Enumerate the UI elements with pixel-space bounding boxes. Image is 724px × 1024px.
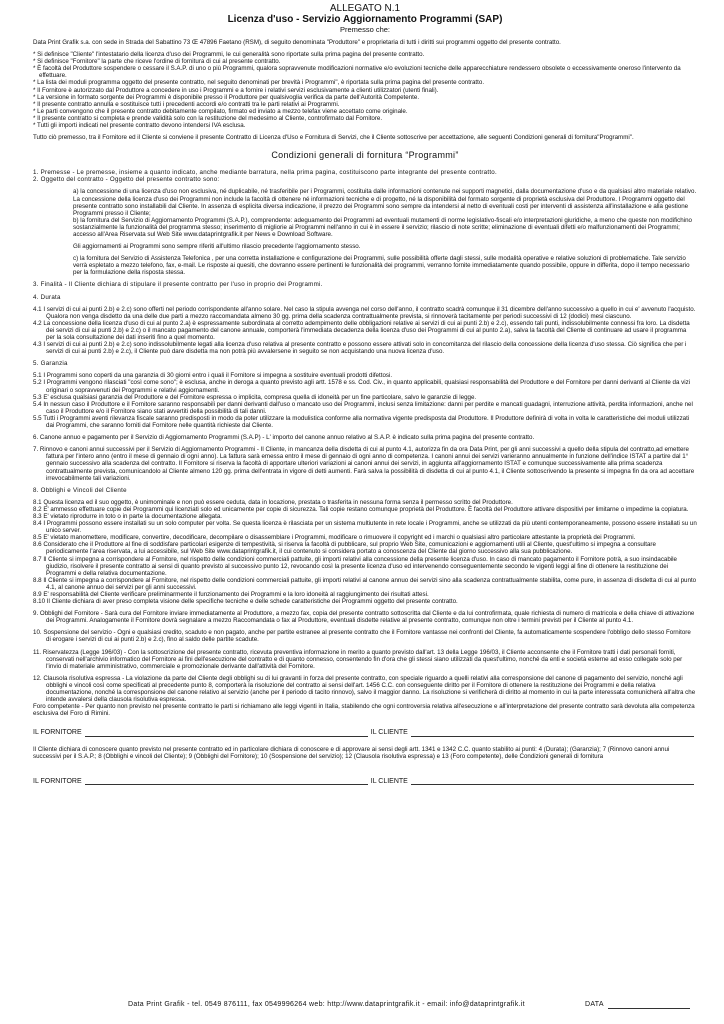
obligation-item: 8.6 Considerato che il Produttore al fine di soddisfare particolari esigenze di tempestività, si riserva la facoltà di pubblicare, sul proprio Web Site, comunicazioni e aggiornamenti utili al Cliente, quest'ultimo si impegna a consultare periodicamente l'area riservata, a lui accessibile, sul Web Site www.dataprintgrafik.it, il cui contenuto si considera portato a conoscenza del Cliente dal giorno successivo alla sua pubblicazione. bbox=[33, 541, 656, 556]
document-title: Licenza d'uso - Servizio Aggiornamento Programmi (SAP) bbox=[227, 14, 503, 25]
conditions-title: Condizioni generali di fornitura “Programmi” bbox=[271, 150, 459, 161]
contract-document bbox=[33, 3, 697, 785]
signature-row-2 bbox=[33, 778, 697, 785]
section-foro: Foro competente - Per quanto non previsto nel presente contratto le parti si richiamano alle leggi vigenti in Italia, stabilendo che ogni controversia relativa all'esecuzione e all'interpretazione del presente contratto sarà devoluta alla competenza esclusiva del Foro di Rimini. bbox=[33, 703, 695, 718]
fornitore-signature-label: IL FORNITORE bbox=[33, 777, 82, 785]
cliente-signature-line[interactable] bbox=[411, 730, 694, 737]
obligation-item: 8.4 I Programmi possono essere installati su un solo computer per volta. Se questa licenza è rilasciata per un sistema multiutente in rete locale i Programmi, anche se utilizzati da più utenti contemporaneamente, possono essere installati su un unico server. bbox=[33, 520, 697, 535]
signature-row-1 bbox=[33, 729, 697, 736]
date-field-line[interactable] bbox=[608, 1008, 690, 1009]
section-garanzia-5-5: 5.5 Tutti i Programmi aventi rilevanza fiscale saranno predisposti in modo da poter utilizzare la modulistica conforme alla normativa vigente predisposta dal Produttore. Il Produttore definirà di volta in volta le caratteristiche dei moduli utilizzati dai Programmi, che saranno forniti dal Fornitore nelle quantità richieste dal Cliente. bbox=[33, 414, 690, 430]
fornitore-signature-line[interactable] bbox=[85, 778, 368, 785]
section-clausola-risolutiva: 12. Clausola risolutiva espressa - La violazione da parte del Cliente degli obblighi su di lui gravanti in forza del presente contratto, con speciale riguardo a quelli relativi alla corresponsione del canone di pagamento del servizio, nonché agli obblighi e vincoli così come specificati al precedente punto 8, comporterà la risoluzione del contratto ai sensi dell'art. 1456 C.C. con conseguente diritto per il Fornitore di ottenere la restituzione dei Programmi e della relativa documentazione, nonché la corresponsione del canone relativo al servizio (anche per il periodo di tacito rinnovo), salvo il maggior danno. La risoluzione si verificherà di diritto al momento in cui la parte interessata comunicherà all'altra che intende avvalersi della clausola risolutiva espressa. bbox=[33, 674, 696, 704]
obligation-item: 8.1 Questa licenza ed il suo oggetto, è unimominale e non può essere ceduta, data in locazione, prestata o trasferita in nessuna forma senza il permesso scritto del Produttore. bbox=[33, 498, 513, 506]
premise-label: Premesso che: bbox=[339, 25, 391, 34]
obligation-item: 8.8 Il Cliente si impegna a corrispondere al Fornitore, nel rispetto delle condizioni commerciali pattuite, gli importi relativi al canone annuo dei servizi sino alla scadenza contrattualmente stabilita, come pure, in assenza di disdetta di cui al punto 4.1, al canone annuo dei servizi per gli anni successivi. bbox=[33, 576, 697, 591]
section-oggetto: 2. Oggetto del contratto - Oggetto del presente contratto sono: bbox=[33, 176, 220, 184]
date-label: DATA bbox=[585, 1001, 604, 1008]
definition-item: * La versione in formato sorgente dei Programmi è disponibile presso il Produttore per qualsivoglia verifica da parte dell'Autorità Competente. bbox=[33, 93, 420, 101]
definition-item: * Le parti convengono che il presente contratto debitamente compilato, firmato ed inviato a mezzo telefax viene accettato come originale. bbox=[33, 107, 408, 115]
definition-item: * Il Fornitore è autorizzato dal Produttore a concedere in uso i Programmi e a fornire i relativi servizi esclusivamente a clienti utilizzatori (utenti finali). bbox=[33, 86, 439, 94]
cliente-signature-label: IL CLIENTE bbox=[370, 729, 408, 737]
document-header bbox=[33, 3, 697, 34]
fornitore-signature-label: IL FORNITORE bbox=[33, 729, 82, 737]
obligation-item: 8.2 E' ammesso effettuare copie dei Programmi qui licenziati solo ed unicamente per copie di sicurezza. Tali copie restano comunque proprietà del Produttore. È facoltà del Produttore attivare dispositivi per limitarne o impedirne la copiatura. bbox=[33, 505, 689, 513]
section-premesse: 1. Premesse - Le premesse, insieme a quanto indicato, anche mediante barratura, nella prima pagina, costituiscono parte integrante del presente contratto. bbox=[33, 169, 497, 177]
section-garanzia-5-3: 5.3 E' esclusa qualsiasi garanzia del Produttore e del Fornitore espressa o implicita, compresa quella di idoneità per un fine particolare, salvo le garanzie di legge. bbox=[33, 393, 477, 401]
section-oggetto-a: a) la concessione di una licenza d'uso non esclusiva, né duplicabile, né trasferibile per i Programmi, costituita dalle informazioni contenute nei supporti magnetici, dalla documentazione d'uso e da qualsiasi altro materiale relativo. La concessione della licenza d'uso dei Programmi non include la facoltà di ottenere né informazioni tecniche e di progetto, né la disponibilità del formato sorgente di proprietà esclusiva del Produttore. I Programmi oggetto del presente contratto sono installabili dal Cliente. In assenza di esplicita diversa indicazione, il prezzo dei Programmi sono sempre da intendersi al netto di eventuali costi per interventi di assistenza all'installazione e alla gestione Programmi presso il Cliente; bbox=[73, 188, 697, 217]
definition-item: * Si definisce "Fornitore" la parte che riceve l'ordine di fornitura di cui al presente contratto. bbox=[33, 58, 281, 66]
section-garanzia-5-2: 5.2 I Programmi vengono rilasciati "così come sono"; è esclusa, anche in deroga a quanto previsto agli artt. 1578 e ss. Cod. Civ., in quanto applicabili, qualsiasi responsabilità del Produttore e del Fornitore per danni derivanti al Cliente da vizi originari o sopravvenuti dei Programmi e relativi aggiornamenti. bbox=[33, 379, 691, 394]
section-rinnovo: 7. Rinnovo e canoni annui successivi per il Servizio di Aggiornamento Programmi - Il Cliente, in mancanza della disdetta di cui al punto 4.1, autorizza fin da ora Data Print, per gli anni successivi a quello della stipula del contratto,ad emettere fattura per l'intero anno (entro il mese di gennaio di ogni anno). La fattura sarà emessa entro il mese di gennaio di ogni anno di competenza. I canoni annui dei servizi varieranno annualmente in funzione dell'indice ISTAT a partire dal 1° gennaio successivo alla scadenza del contratto. Il Fornitore si riserva la facoltà di apportare ulteriori variazioni ai canoni annui dei servizi, in aggiunta all'aggiornamento ISTAT e comunque successivamente alla prima scadenza contrattualmente prevista, comunicandolo al Cliente almeno 120 gg. prima dell'entrata in vigore di detti aumenti. Farà salva la possibilità di disdetta di cui al punto 4.1, il Cliente sottoscrivendo la presente si impegna fin da ora ad accettare irrevocabilmente tali variazioni. bbox=[33, 446, 695, 482]
footer-contacts: Data Print Grafik - tel. 0549 876111, fax 0549996264 web: http://www.dataprintgrafik.it - email: info@dataprintgrafik.it bbox=[128, 1001, 525, 1008]
section-finalita: 3. Finalità - Il Cliente dichiara di stipulare il presente contratto per l'uso in proprio dei Programmi. bbox=[33, 281, 323, 289]
section-durata-4-1: 4.1 I servizi di cui ai punti 2.b) e 2.c) sono offerti nel periodo corrispondente all'anno solare. Nel caso la stipula avvenga nel corso dell'anno, il contratto scadrà comunque il 31 dicembre dell'anno successivo a quello in cui e' avvenuto l'acquisto. Qualora non venga disdetto da una delle due parti a mezzo raccomandata almeno 30 gg. prima della scadenza contrattualmente prevista, si rinnoverà tacitamente per periodi successivi di 12 (dodici) mesi ciascuno. bbox=[33, 305, 696, 320]
section-riservatezza: 11. Riservatezza (Legge 196/03) - Con la sottoscrizione del presente contratto, ricevuta preventiva informazione in merito a quanto previsto dall'art. 13 della Legge 196/03, il Cliente acconsente che il Fornitore tratti i dati personali forniti, conservati nell'archivio informatico del Fornitore ai fini dell'esecuzione del contratto e di quanto connesso, consentendo fin d'ora che gli stessi siano utilizzati da quest'ultimo, nonché da enti e società esterne ad esso collegate solo per l'invio di materiale amministrativo, commerciale e promozionale derivante dall'attività del Fornitore. bbox=[33, 648, 683, 670]
definition-item: * Il presente contratto annulla e sostituisce tutti i precedenti accordi e/o contratti tra le parti relativi ai Programmi. bbox=[33, 100, 340, 108]
definition-item: * La lista dei moduli programma oggetto del presente contratto, nel seguito denominati per brevità i Programmi", è riportata sulla prima pagina del presente contratto. bbox=[33, 79, 485, 87]
obblighi-cliente-list bbox=[33, 499, 697, 605]
obligation-item: 8.9 E' responsabilità del Cliente verificare preliminarmente il funzionamento dei Programmi e la loro idoneità al raggiungimento dei risultati attesi. bbox=[33, 591, 429, 598]
section-garanzia-5-1: 5.1 I Programmi sono coperti da una garanzia di 30 giorni entro i quali il Fornitore si impegna a sostituire eventuali prodotti difettosi. bbox=[33, 372, 393, 380]
definition-item: * È facoltà del Produttore sospendere o cessare il S.A.P. di uno o più Programmi, qualora sopravvenute modificazioni normative e/o evoluzioni tecniche delle apparecchiature rendessero obsolete o eccessivamente oneroso l'intervento da effettuare. bbox=[33, 65, 681, 80]
intro-paragraph: Data Print Grafik s.a. con sede in Strada del Sabattino 73 Œ 47896 Faetano (RSM), di seguito denominata "Produttore" e proprietaria di tutti i diritti sui programmi oggetto del presente contratto. bbox=[33, 39, 561, 46]
final-clause: Il Cliente dichiara di conoscere quanto previsto nel presente contratto ed in particolare dichiara di conoscere e di approvare ai sensi degli artt. 1341 e 1342 C.C. quanto stabilito ai punti: 4 (Durata); (Garanzia); 7 (Rinnovo canoni annui successivi per il S.A.P.; 8 (Obblighi e vincoli del Cliente); 9 (Obblighi del Fornitore); 10 (Sospensione del servizio); 12 (Clausola risolutiva espressa) e 13 (Foro competente), delle Condizioni generali di fornitura bbox=[33, 745, 670, 760]
obligation-item: 8.10 Il Cliente dichiara di aver preso completa visione delle specifiche tecniche e delle schede caratteristiche dei Programmi oggetto del presente contratto. bbox=[33, 598, 458, 606]
section-obblighi-fornitore: 9. Obblighi del Fornitore - Sarà cura del Fornitore inviare immediatamente al Produttore, a mezzo fax, copia del presente contratto sottoscritta dal Cliente e da lui controfirmata, quale richiesta di numero di matricola e della chiave di attivazione dei Programmi. Analogamente il Fornitore dovrà segnalare a mezzo Raccomandata o fax al Produttore, eventuali disdette relative al presente contratto, comunque non oltre i termini previsti per il Cliente al punto 4.1. bbox=[33, 610, 695, 625]
definitions-list bbox=[33, 51, 697, 129]
fornitore-signature-line[interactable] bbox=[85, 730, 368, 737]
obligation-item: 8.5 E' vietato manomettere, modificare, convertire, decodificare, decompilare o disassemblare i Programmi, modificare o rimuovere il copyright ed i marchi o qualsiasi altro particolare attestante la proprietà dei Programmi. bbox=[33, 534, 636, 542]
section-sospensione: 10. Sospensione del servizio - Ogni e qualsiasi credito, scaduto e non pagato, anche per partite estranee al presente contratto che il Fornitore vantasse nei confronti del Cliente, fa automaticamente sospendere l'obbligo dello stesso Fornitore di erogare i servizi di cui ai punti 2.b) e 2.c), fino al saldo delle partite scadute. bbox=[33, 629, 691, 644]
acceptance-paragraph: Tutto ciò premesso, tra il Fornitore ed il Cliente si conviene il presente Contratto di Licenza d'Uso e Fornitura di Servizi, che il Cliente sottoscrive per accettazione, alle seguenti Condizioni generali di fornitura"Programmi". bbox=[33, 134, 634, 142]
section-canone: 6. Canone annuo e pagamento per il Servizio di Aggiornamento Programmi (S.A.P) - L' importo del canone annuo relativo al S.A.P. è indicato sulla prima pagina del presente contratto. bbox=[33, 434, 535, 442]
obligation-item: 8.3 E' vietato riprodurre in toto o in parte la documentazione allegata. bbox=[33, 512, 222, 520]
definition-item: * Tutti gli importi indicati nel presente contratto devono intendersi IVA esclusa. bbox=[33, 122, 246, 130]
section-oggetto-note: Gli aggiornamenti ai Programmi sono sempre riferiti all'ultimo rilascio precedente l'aggiornamento stesso. bbox=[73, 243, 361, 251]
section-obblighi-cliente-heading: 8. Obblighi e Vincoli del Cliente bbox=[33, 486, 127, 494]
section-garanzia-heading: 5. Garanzia bbox=[33, 360, 68, 368]
section-oggetto-b: b) la fornitura del Servizio di Aggiornamento Programmi (S.A.P.), comprendente: adeguamento dei Programmi ad eventuali mutamenti di norme legislativo-fiscali e/o interpretazioni giuridiche, a meno che queste non modifichino sostanzialmente la funzionalità del programma stesso; inserimento di migliorie ai Programmi nell'anno in cui è in essere il servizio; rilascio di note scritte; eliminazione di eventuali difetti e/o malfunzionamenti dei Programmi; accesso all'Area Riservata sul Web Site www.dataprintgrafik.it per News e Download Software. bbox=[73, 216, 692, 238]
section-durata-4-3: 4.3 I servizi di cui ai punti 2.b) e 2.c) sono indissolubilmente legati alla licenza d'uso relativa al presente contratto e possono essere attivati solo in concomitanza del rilascio della concessione della licenza d'uso stessa. Ciò significa che per i servizi di cui ai punti 2.b) e 2.c), il Cliente può dare disdetta ma non potrà più avvalersene in seguito se non acquistando una nuova licenza d'uso. bbox=[33, 341, 687, 356]
definition-item: * Si definisce "Cliente" l'intestatario della licenza d'uso dei Programmi, le cui generalità sono riportate sulla prima pagina del presente contratto. bbox=[33, 51, 425, 59]
cliente-signature-line[interactable] bbox=[411, 778, 694, 785]
attachment-label: ALLEGATO N.1 bbox=[329, 3, 401, 14]
section-durata-heading: 4. Durata bbox=[33, 293, 61, 301]
obligation-item: 8.7 Il Cliente si impegna a corrispondere al Fornitore, nel rispetto delle condizioni commerciali pattuite, gli importi relativi alla concessione della presente licenza d'uso. In caso di mancato pagamento il Fornitore potrà, a suo insindacabile giudizio, risolvere il presente contratto ai sensi di quanto previsto al successivo punto 12, revocando così la presente licenza d'uso ed intervenendo conseguentemente secondo le vigenti leggi al fine di ottenere la restituzione dei Programmi e della relativa documentazione. bbox=[33, 555, 677, 577]
section-garanzia-5-4: 5.4 In nessun caso il Produttore e il Fornitore saranno responsabili per danni derivanti dall'uso o mancato uso dei Programmi, inclusi senza limitazione: danni per perdite e mancati guadagni, interruzione attività, perdita informazioni, anche nel caso il Produttore e/o il Fornitore siano stati avvertiti della possibilità di tali danni. bbox=[33, 400, 693, 415]
cliente-signature-label: IL CLIENTE bbox=[370, 777, 408, 785]
definition-item: * Il presente contratto si completa e prende validità solo con la restituzione del medesimo al Cliente, controfirmato dal Fornitore. bbox=[33, 114, 383, 122]
section-durata-4-2: 4.2 La concessione della licenza d'uso di cui al punto 2.a) è espressamente subordinata al corretto adempimento delle obbligazioni relative ai servizi di cui ai punti 2.b) e 2.c), essendo tali punti, indissolubilmente connessi fra loro. La disdetta dei servizi di cui ai punti 2.b) e 2.c) o il mancato pagamento del canone annuale, comporterà l'immediata decadenza della licenza d'uso dei Programmi di cui al punto 2.a), salva la facoltà del Cliente di continuare ad usare il programma per la sola consultazione dei dati inseriti fino a quel momento. bbox=[33, 319, 690, 341]
section-oggetto-c: c) la fornitura del Servizio di Assistenza Telefonica , per una corretta installazione e configurazione dei Programmi, sulle possibilità offerte dagli stessi, sulle modalità operative e relative soluzioni di problematiche. Tale servizio verrà espletato a mezzo telefono, fax, e-mail. Le risposte ai quesiti, che dovranno essere pertinenti le funzionalità dei programmi, verranno fornite immediatamente quando possibile, oppure in differita, dopo il tempo necessario per la formulazione della risposta stessa. bbox=[73, 255, 690, 277]
